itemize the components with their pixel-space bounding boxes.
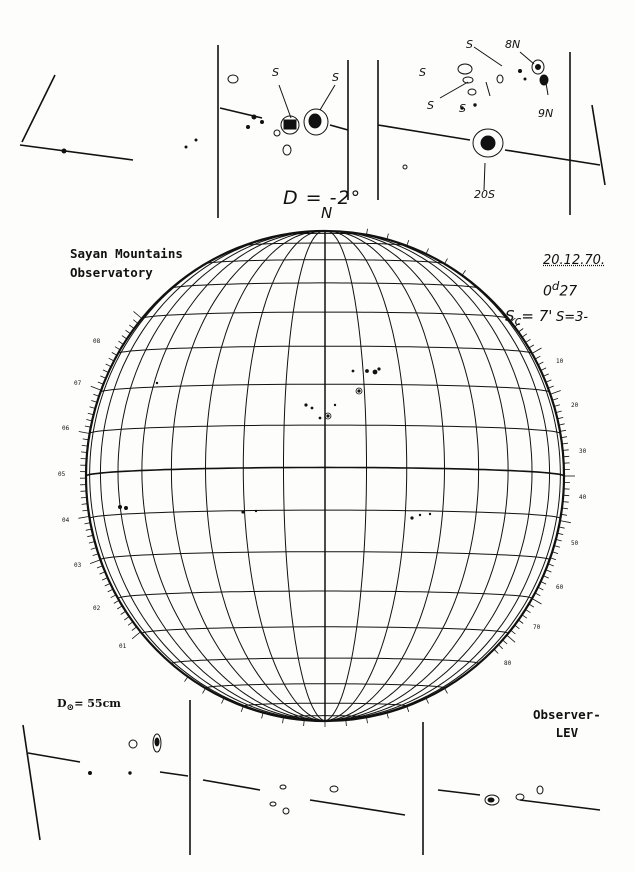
meridian-line <box>86 339 325 721</box>
meridian-line <box>325 231 479 721</box>
scale-label: 05 <box>58 471 66 478</box>
scale-label: 50 <box>571 540 579 547</box>
scale-label: 40 <box>579 494 587 501</box>
meridian-line <box>325 231 508 721</box>
scale-tick <box>79 432 90 434</box>
meridian-line <box>284 231 326 721</box>
limb-scale-ticks <box>78 229 578 727</box>
heliographic-grid <box>86 231 564 721</box>
scale-tick <box>78 516 89 518</box>
scale-tick <box>532 599 542 605</box>
scale-tick <box>132 632 141 639</box>
scale-tick <box>90 560 100 564</box>
spot-label-s4: S <box>419 66 426 79</box>
time-unit: d <box>551 279 560 293</box>
scale-tick <box>134 311 142 318</box>
observer-label: Observer- <box>533 707 601 722</box>
observation-time <box>543 279 577 300</box>
scale-tick <box>550 391 560 395</box>
scale-tick <box>91 386 101 390</box>
spot-label-s2: S <box>332 71 339 84</box>
meridian-line <box>171 231 325 721</box>
scale-label: 70 <box>533 624 541 631</box>
spot-label-s1: S <box>272 66 279 79</box>
spot-label-s6: S <box>459 102 466 115</box>
scale-label: 03 <box>74 562 82 569</box>
spot-label-20s: 20S <box>474 188 495 201</box>
lower-spot-sketches <box>89 734 544 814</box>
upper-spot-sketches <box>62 47 548 190</box>
meridian-line <box>142 231 325 721</box>
scale-label: 06 <box>62 425 70 432</box>
scale-label: 04 <box>62 517 70 524</box>
scale-tick <box>532 348 542 354</box>
observer-block <box>533 706 601 742</box>
north-marker: N <box>321 204 333 222</box>
lower-frame-lines <box>23 700 600 855</box>
d-angle-label: D = -2° <box>283 187 362 209</box>
diameter-value: = 55cm <box>74 697 121 710</box>
scale-label: 10 <box>556 358 564 365</box>
scale-label: 60 <box>556 584 564 591</box>
disk-sunspots <box>118 368 430 519</box>
scale-label: 02 <box>93 605 101 612</box>
scale-label: 20 <box>571 402 579 409</box>
scale-label: 07 <box>74 380 82 387</box>
meridian-line <box>325 232 560 721</box>
diameter-prefix: D <box>57 697 67 710</box>
scale-tick <box>507 635 515 642</box>
scale-label: 80 <box>504 660 512 667</box>
scale-label: 01 <box>119 643 127 650</box>
diameter-label: $D_⊙= 55cm$ <box>57 697 121 714</box>
spot-label-8n: 8N <box>505 38 521 51</box>
observatory-name <box>70 244 183 282</box>
spot-label-s5: S <box>427 99 434 112</box>
time-fraction: 27 <box>559 283 578 300</box>
observer-name: LEV <box>555 725 579 740</box>
scale-tick <box>560 521 571 523</box>
observatory-line2: Observatory <box>70 265 153 280</box>
meridian-line <box>325 231 407 721</box>
sc-value: = 7' <box>521 307 553 325</box>
sc-subscript: c <box>514 313 522 328</box>
meridian-line <box>325 339 564 721</box>
sc-label: S <box>505 307 515 325</box>
spot-label-9n: 9N <box>538 107 554 120</box>
time-value: 0 <box>543 283 552 300</box>
spot-label-s3: S <box>466 38 473 51</box>
seeing-sc <box>505 307 552 328</box>
observation-date: 20.12.70. <box>543 253 606 268</box>
seeing-s: S=3- <box>556 310 589 325</box>
meridian-line <box>325 231 367 721</box>
meridian-line <box>243 231 325 721</box>
scale-label: 30 <box>579 448 587 455</box>
observatory-line1: Sayan Mountains <box>70 246 183 261</box>
scale-label: 08 <box>93 338 101 345</box>
